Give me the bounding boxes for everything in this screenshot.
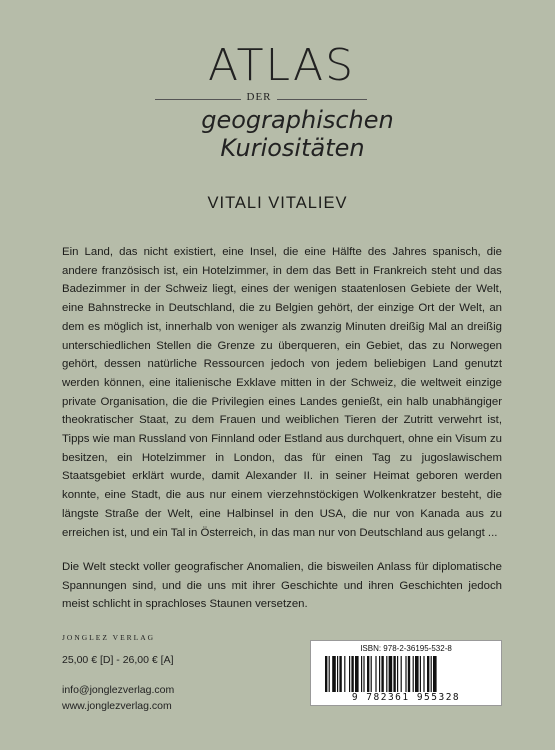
barcode-bar (361, 656, 362, 692)
barcode-bar (349, 656, 350, 692)
barcode-bar (332, 656, 336, 692)
der-left-rule (155, 99, 241, 100)
barcode-bar (408, 656, 410, 692)
title-block (0, 40, 555, 162)
barcode-bar (393, 656, 395, 692)
barcode-bar (405, 656, 406, 692)
barcode-bar (420, 656, 421, 692)
blurb-paragraph-2: Die Welt steckt voller geografischer Anomalien, die bisweilen Anlass für diplomatische Spannungen sind, und die uns mit ihrer Geschichte und ihren Geschichten jedoch meist schlicht in sprachloses Staunen versetzen. (62, 561, 502, 611)
barcode-bar (389, 656, 393, 692)
barcode-bar (433, 656, 437, 692)
barcode-bar (386, 656, 387, 692)
contact-block (62, 682, 174, 714)
title-der: DER (246, 91, 272, 103)
publisher-name: JONGLEZ VERLAG (62, 633, 156, 642)
barcode-digits: 9 782361 955328 (351, 692, 461, 703)
barcode-bar (381, 656, 383, 692)
title-der-row (0, 90, 555, 106)
title-line-1: geographischen (201, 106, 394, 134)
barcode-bar (355, 656, 359, 692)
barcode-bar (363, 656, 364, 692)
barcode-bar (375, 656, 376, 692)
price-label: 25,00 € [D] - 26,00 € [A] (62, 654, 174, 666)
title-atlas: ATLAS (207, 40, 356, 91)
barcode-bar (427, 656, 429, 692)
barcode-bar (431, 656, 432, 692)
barcode-bar (367, 656, 369, 692)
barcode-bar (351, 656, 353, 692)
barcode-image (325, 656, 487, 692)
barcode-bar (329, 656, 330, 692)
barcode-bar (325, 656, 327, 692)
blurb-paragraph-1: Ein Land, das nicht existiert, eine Insel, die eine Hälfte des Jahres spanisch, die andere französisch ist, ein Hotelzimmer, in dem das Bett in Frankreich steht und das Badezimmer in der Schweiz liegt, eines der wenigen staatenlosen Gebiete der Welt, eine Bahnstrecke in Deutschland, die zu Belgien gehört, der einzige Ort der Welt, an dem es möglich ist, innerhalb von weniger als zwanzig Minuten dreißig Mal an dreißig unterschiedlichen Stellen die Grenze zu überqueren, ein Gebiet, das zu Norwegen gehört, dessen natürliche Ressourcen jedoch von jedem beliebigen Land genutzt werden können, eine italienische Exklave mitten in der Schweiz, die weltweit einzige private Organisation, die die Privilegien eines Landes genießt, ein halb unabhängiger theokratischer Staat, zu dem Frauen und weiblichen Tieren der Zutritt verwehrt ist, Tipps wie man Russland von Finnland oder Estland aus durchquert, ohne ein Visum zu besitzen, ein Hotelzimmer in London, das für einen Tag zu jugoslawischem Staatsgebiet erklärt wurde, damit Alexander II. in seiner Heimat geboren werden konnte, eine Stadt, die aus nur einem vierzehnstöckigen Wolkenkratzer besteht, die längste Straße der Welt, eine Halbinsel in den USA, die nur von Kanada aus zu erreichen ist, und ein Tal in Österreich, in das man nur von Deutschland aus gelangt ... (62, 246, 502, 539)
barcode-bar (371, 656, 372, 692)
barcode-bar (339, 656, 341, 692)
barcode-bar (379, 656, 380, 692)
contact-website: www.jonglezverlag.com (62, 700, 172, 712)
barcode-bar (397, 656, 398, 692)
barcode-bar (337, 656, 338, 692)
title-line-2: Kuriositäten (220, 134, 365, 162)
barcode-bar (401, 656, 402, 692)
barcode-bar (413, 656, 414, 692)
barcode-bar (423, 656, 424, 692)
contact-email: info@jonglezverlag.com (62, 684, 175, 696)
barcode-box (310, 640, 502, 706)
barcode-bar (344, 656, 345, 692)
barcode-bar (415, 656, 419, 692)
isbn-label: ISBN: 978-2-36195-532-8 (360, 644, 452, 653)
der-right-rule (277, 99, 367, 100)
author-name: VITALI VITALIEV (207, 194, 348, 212)
